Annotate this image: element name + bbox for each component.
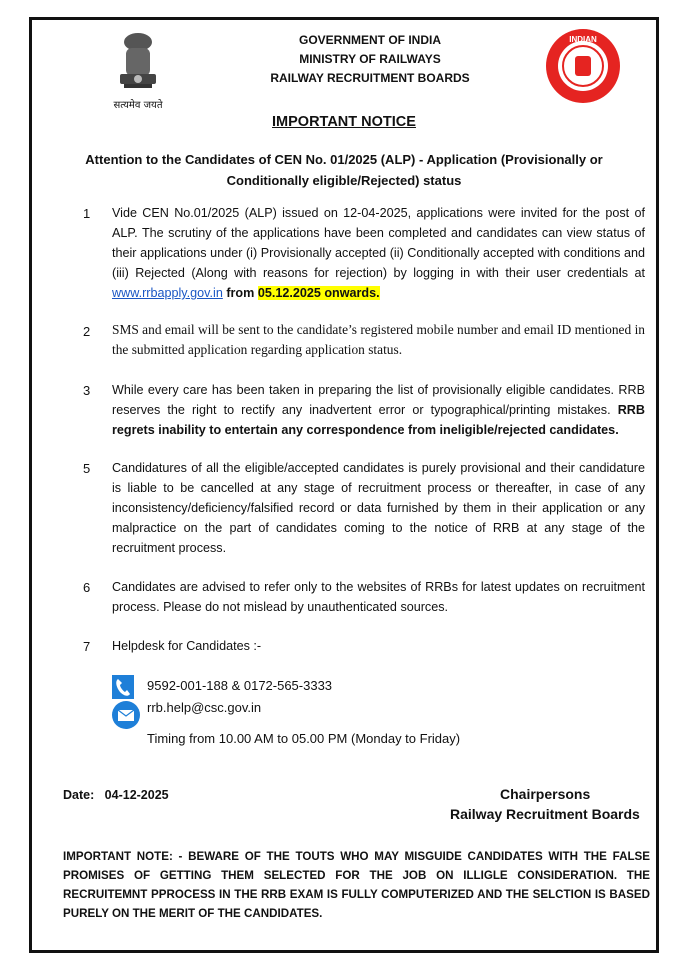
important-note: IMPORTANT NOTE: - BEWARE OF THE TOUTS WHO MAY MISGUIDE CANDIDATES WITH THE FALSE PROMISES OF GETTING THEM SELECTED FOR THE JOB ON ILLIGLE CONSIDERATION. THE RECRUITEMNT PPROCESS IN THE RRB EXAM IS FULLY COMPUTERIZED AND THE SELCTION IS BASED PURELY ON THE MERIT OF THE CANDIDATES.: [63, 850, 650, 920]
header-line-1: GOVERNMENT OF INDIA: [298, 33, 441, 47]
para-number: 5: [83, 461, 91, 476]
paragraph-text: While every care has been taken in preparing the list of provisionally eligible candidates. RRB reserves the right to rectify any inadvertent error or typographical/printing mistakes.: [112, 383, 645, 417]
bold-text: RRB regrets inability to entertain any correspondence from ineligible/rejected candidates.: [112, 403, 645, 437]
paragraph-text: Vide CEN No.01/2025 (ALP) issued on 12-04-2025, applications were invited for the post of ALP. The scrutiny of the applications have been completed and candidates can view status of their applications under (i) Provisionally accepted (ii) Conditionally accepted with conditions and (iii) Rejected (Along with reasons for rejection) by logging in with their user credentials at: [112, 206, 645, 280]
notice-subject: Attention to the Candidates of CEN No. 01/2025 (ALP) - Application (Provisionally or Conditionally eligible/Rejected) status: [85, 152, 603, 188]
highlighted-date: 05.12.2025 onwards.: [257, 286, 380, 300]
helpdesk-email[interactable]: rrb.help@csc.gov.in: [147, 700, 262, 715]
para-number: 1: [83, 206, 91, 221]
signatory-org: Railway Recruitment Boards: [450, 806, 640, 822]
header-line-2: MINISTRY OF RAILWAYS: [299, 52, 441, 66]
national-emblem-icon: [108, 30, 168, 111]
paragraph-2: SMS and email will be sent to the candidate’s registered mobile number and email ID mentioned in the submitted application regarding application status.: [112, 322, 645, 357]
para-number: 7: [83, 639, 91, 654]
para-number: 6: [83, 580, 91, 595]
notice-date: Date: 04-12-2025: [63, 788, 169, 802]
paragraph-7: Helpdesk for Candidates :-: [112, 639, 262, 653]
para-number: 3: [83, 383, 91, 398]
paragraph-5: Candidatures of all the eligible/accepted candidates is purely provisional and their candidature is liable to be cancelled at any stage of recruitment process or thereafter, in case of any inconsistency/deficiency/falsified record or data furnished by them in their application or any malpractice on the part of candidates coming to the notice of RRB at any stage of the recruitment process.: [112, 461, 645, 555]
from-text: from: [222, 286, 258, 300]
helpdesk-phone: 9592-001-188 & 0172-565-3333: [147, 678, 333, 693]
helpdesk-timing: Timing from 10.00 AM to 05.00 PM (Monday to Friday): [147, 731, 461, 746]
paragraph-3: [112, 380, 645, 440]
indian-railways-logo-icon: [545, 28, 621, 104]
page-title: IMPORTANT NOTICE: [272, 114, 416, 130]
paragraph-1: [112, 203, 645, 303]
rrbapply-link[interactable]: www.rrbapply.gov.in: [112, 286, 223, 300]
emblem-caption: सत्यमेव जयते: [113, 100, 163, 111]
svg-text:INDIAN: INDIAN: [569, 35, 597, 44]
signatory-title: Chairpersons: [500, 786, 591, 802]
para-number: 2: [83, 324, 91, 339]
paragraph-6: Candidates are advised to refer only to the websites of RRBs for latest updates on recruitment process. Please do not mislead by unauthenticated sources.: [112, 580, 645, 614]
header-line-3: RAILWAY RECRUITMENT BOARDS: [270, 71, 470, 85]
phone-icon: [112, 675, 134, 699]
email-icon: [112, 701, 140, 729]
